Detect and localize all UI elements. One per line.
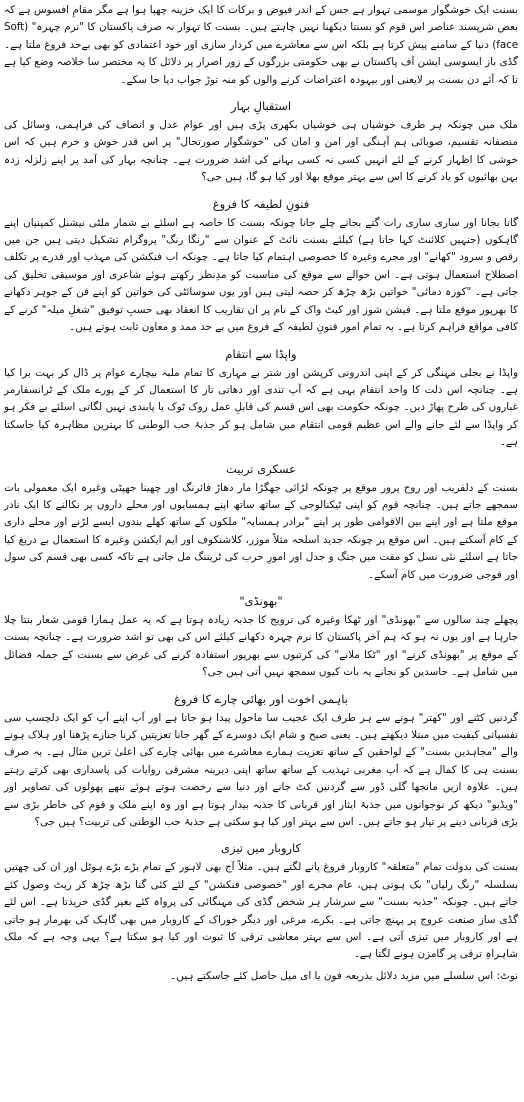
section-body-bhondi: پچھلے چند سالوں سے "بھونڈی" اور ٹھکا وغیرہ کی ترویج کا جذبہ زیادہ ہوتا ہے کہ یہ عمل ہمارا قومی شعار بنتا چلا جارہا ہے اور یوں نہ ہو کہ ہم آخر پاکستان کا نرم چہرہ دکھانے کیلئے اس کی بھی تو اشد ضرورت ہے۔ چنانچہ بسنت کے موقع پر "بھونڈی کرنے" اور "ٹکا ملانے" کی کرتبوں سے بھرپور استفادہ کرنے کی غرض سے بسنت کے جملہ فضائل میں شامل ہے۔ حاسدین کو نجانے یہ بات کیوں سمجھ نہیں آتی ہیں جی؟	[4, 613, 518, 679]
section-body-spring: ملک میں چونکہ ہر طرف خوشیاں ہی خوشیاں بکھری پڑی ہیں اور عوام عدل و انصاف کی فراہمی، وسائل کی منصفانہ تقسیم، صوبائی ہم آہنگی اور امن و امان کی "خوشگوار صورتحال" پر اس قدر خوش و خرم ہیں کہ اس خوشی کا اظہار کرنے کے لئے انہیں کسی نہ کسی بہانے کی اشد ضرورت ہے۔ چنانچہ بہار کی آمد پر اپنے زلزلہ زدہ بہن بھائیوں کو یاد کرنے کا اس سے بہتر موقع بھلا اور کیا ہو گا، ہیں جی؟	[4, 119, 518, 184]
section-heading-military-training: عسکری تربیت	[226, 461, 296, 476]
section-heading-spring: استقبالِ بہار	[230, 99, 292, 114]
section-heading-fine-arts: فنونِ لطیفہ کا فروغ	[212, 196, 310, 211]
section-body-business: بسنت کی بدولت تمام "متعلقہ" کاروبار فروغ پانے لگتے ہیں۔ مثلاً آج بھی لاہور کے تمام بڑے بڑے ہوٹل اور ان کی چھتیں بسلسلہ "رنگ رلیاں" بک ہوتی ہیں، عام مجرے اور "خصوصی فنکشن" کے لئے کئی گنا بڑھ چڑھ کر ریٹ وصول کئے جاتے ہیں۔ چونکہ "جذبہ بسنت" سے سرشار ہر شخص گڈی کی مہنگائی کی پرواہ کئے بغیر گڈی خریدتا ہے۔ اس لئے گڈی ساز صنعت عروج پر پہنچ جاتی ہے۔ بکرے، مرغی اور دیگر خوراک کے کاروبار میں بھی گاہک کی بھرمار ہو جاتی ہے اور کاروبار میں تیزی آتی ہے۔ اس سے بہتر معاشی ترقی کا ثبوت اور کیا ہو سکتا ہے؟ یہی وجہ ہے کہ ملک شاہراہِ ترقی پر گامزن ہونے لگتا ہے۔	[4, 861, 518, 961]
section-heading-business: کاروبار میں تیزی	[220, 841, 302, 856]
section-body-wapda: واپڈا نے بجلی مہنگی کر کے اپنی اندرونی کرپشن اور شتر بے مہاری کا تمام ملبہ بیچارے عوام پر ڈال کر بہت برا کیا ہے۔ چنانچہ اس ذلت کا واحد انتقام یہی ہے کہ آپ تندی اور دھاتی تار کا استعمال کر کے پورے ملک کے ٹرانسفارمر غباروں کی طرح پھاڑ دیں۔ چونکہ حکومت بھی اس قسم کی قابلِ عمل روک ٹوک یا پابندی نہیں لگاتی اسلئے بے فکر ہو کر واپڈا سے لئے جانے والے اس عظیم قومی انتقام میں شامل ہو کر جذبۂ حب الوطنی کا بہترین مظاہرہ کیا جاسکتا ہے۔	[4, 366, 518, 449]
section-body-fine-arts: گانا بجانا اور ساری ساری رات گتے بجاتے چلے جانا چونکہ بسنت کا خاصہ ہے اسلئے بے شمار ملٹی نیشنل کمپنیاں اپنے گاہکوں (جنہیں کلائنٹ کہا جاتا ہے) کیلئے بسنت نائٹ کے عنوان سے "رنگا رنگ" پروگرام تشکیل دیتی ہیں جن میں رقص و سرود "کھانے" اور مجرے وغیرہ کا خصوصی اہتمام کیا جاتا ہے۔ چونکہ اب فنکشن کی مہذب اور قدرے پر تکلف اصطلاح استعمال ہوتی ہے۔ اس حوالے سے موقع کی مناسبت کو مدِنظر رکھتے ہوئے شاعری اور موسیقی تخلیق کی جاتی ہے۔ "کورہ دمائی" خواتین بڑھ چڑھ کر حصہ لیتی ہیں اور یوں سوسائٹی کی خواتین کو اپنے فن کے جوہر دکھانے کا بھرپور موقع ملتا ہے۔ فیشن شوز اور کیٹ واک کے نام پر ان تقاریب کا انعقاد بھی حسبِ توفیق "شغلِ میلہ" کرنے کے کافی مواقع فراہم کرتا ہے۔ یہ تمام امور فنونِ لطیفہ کے فروغ میں بے حد ممد و معاون ثابت ہوتے ہیں۔	[4, 216, 518, 334]
section-heading-wapda: واپڈا سے انتقام	[225, 346, 297, 361]
section-heading-bhondi: "بھونڈی"	[239, 593, 283, 608]
section-heading-brotherhood: باہمی اخوت اور بھائی چارے کا فروغ	[174, 691, 348, 706]
section-body-brotherhood: گردنیں کٹنے اور "کھتر" ہونے سے ہر طرف ایک عجیب سا ماحول پیدا ہو جاتا ہے اور آپ اپنے آپ کو ایک دلچسپ سی نفسیاتی کیفیت میں مبتلا دیکھتے ہیں۔ یعنی صبح و شام ایک دوسرے کے گھر جانا تعزیتیں کرنا جنازے پڑھنا اور ہلاک ہونے والے "مجاہدین بسنت" کے لواحقین کے ساتھ تعزیت ہمارے معاشرے میں بھائی چارے کی اعلیٰ ترین مثال ہے۔ یہ صرف بسنت ہی کا کمال ہے کہ آپ مغربی تہذیب کے ساتھ ساتھ اپنی دیرینہ مشرقی روایات کی پاسداری بھی کرتے رہتے ہیں۔ علاوہ ازیں مانجھا گلی ڈور سے گردنیں کٹ جانے اور دنیا سے رخصت ہوتے ہوئے ننھے پھولوں کی تصاویر اور "ویڈیو" دیکھ کر نوجوانوں میں جذبۂ ایثار اور قربانی کا جذبہ بیدار ہوتا ہے اور وہ اپنے ملک و قوم کی خاطر بڑی سے بڑی قربانی دینے پر تیار ہو جاتے ہیں۔ اس سے بہتر اور کیا ہو سکتی ہے جذبۂ حب الوطنی کی تربیت؟ ہیں جی؟	[4, 711, 518, 829]
footnote: نوٹ: اس سلسلے میں مزید دلائل بذریعہ فون یا ای میل حاصل کئے جاسکتے ہیں۔	[170, 969, 518, 982]
intro-paragraph: بسنت ایک خوشگوار موسمی تہوار ہے جس کے اندر فیوض و برکات کا ایک خزینہ چھپا ہوا ہے مگر مقامِ افسوس ہے کہ بعض شرپسند عناصر اس قوم کو بسنتا دیکھنا نہیں چاہتے ہیں۔ بسنت کا تہوار نہ صرف پاکستان کا "نرم چہرہ" (Soft face) دنیا کے سامنے پیش کرتا ہے بلکہ اس سے معاشرے میں کردار سازی اور خود اعتمادی کو بھی بےحد فروغ ملتا ہے۔ گڈی باز ایسوسی ایشن آف پاکستان نے بھی حکومتی بزرگوں کے زور اصرار پر دلائل کا یہ مختصر سا خلاصہ وضع کیا ہے تا کہ آئے دن بسنت پر لایعنی اور بیہودہ اعتراضات کرنے والوں کو منہ توڑ جواب دیا جا سکے۔	[4, 4, 518, 86]
section-body-military-training: بسنت کے دلفریب اور روح پرور موقع پر چونکہ لڑائی جھگڑا مار دھاڑ فائرنگ اور چھینا جھپٹی وغیرہ ایک معمولی بات سمجھے جاتے ہیں۔ چنانچہ قوم کو اپنی ٹیکنالوجی کے ساتھ ساتھ اپنے ہمسایوں اور محلے داروں پر نکالنے کا ایک نادر موقع ملتا ہے اور اپنے بین الاقوامی طور پر اپنے "برادر ہمسایہ" ملکوں کے ساتھ کھلے بندوں ایسے لڑنے اور محلے داری کے کام آسکتے ہیں۔ اس موقع پر چونکہ جدید اسلحہ مثلاً موزر، کلاشنکوف اور ایم ایکشن وغیرہ کا استعمال بے دریغ کیا جاتا ہے اسلئے نئی نسل کو مفت میں جنگ و جدل اور امورِ حرب کی ٹریننگ مل جاتی ہے تاکہ کسی بھی قسم کی سول اور فوجی ضرورت میں کام آسکے۔	[4, 481, 518, 581]
